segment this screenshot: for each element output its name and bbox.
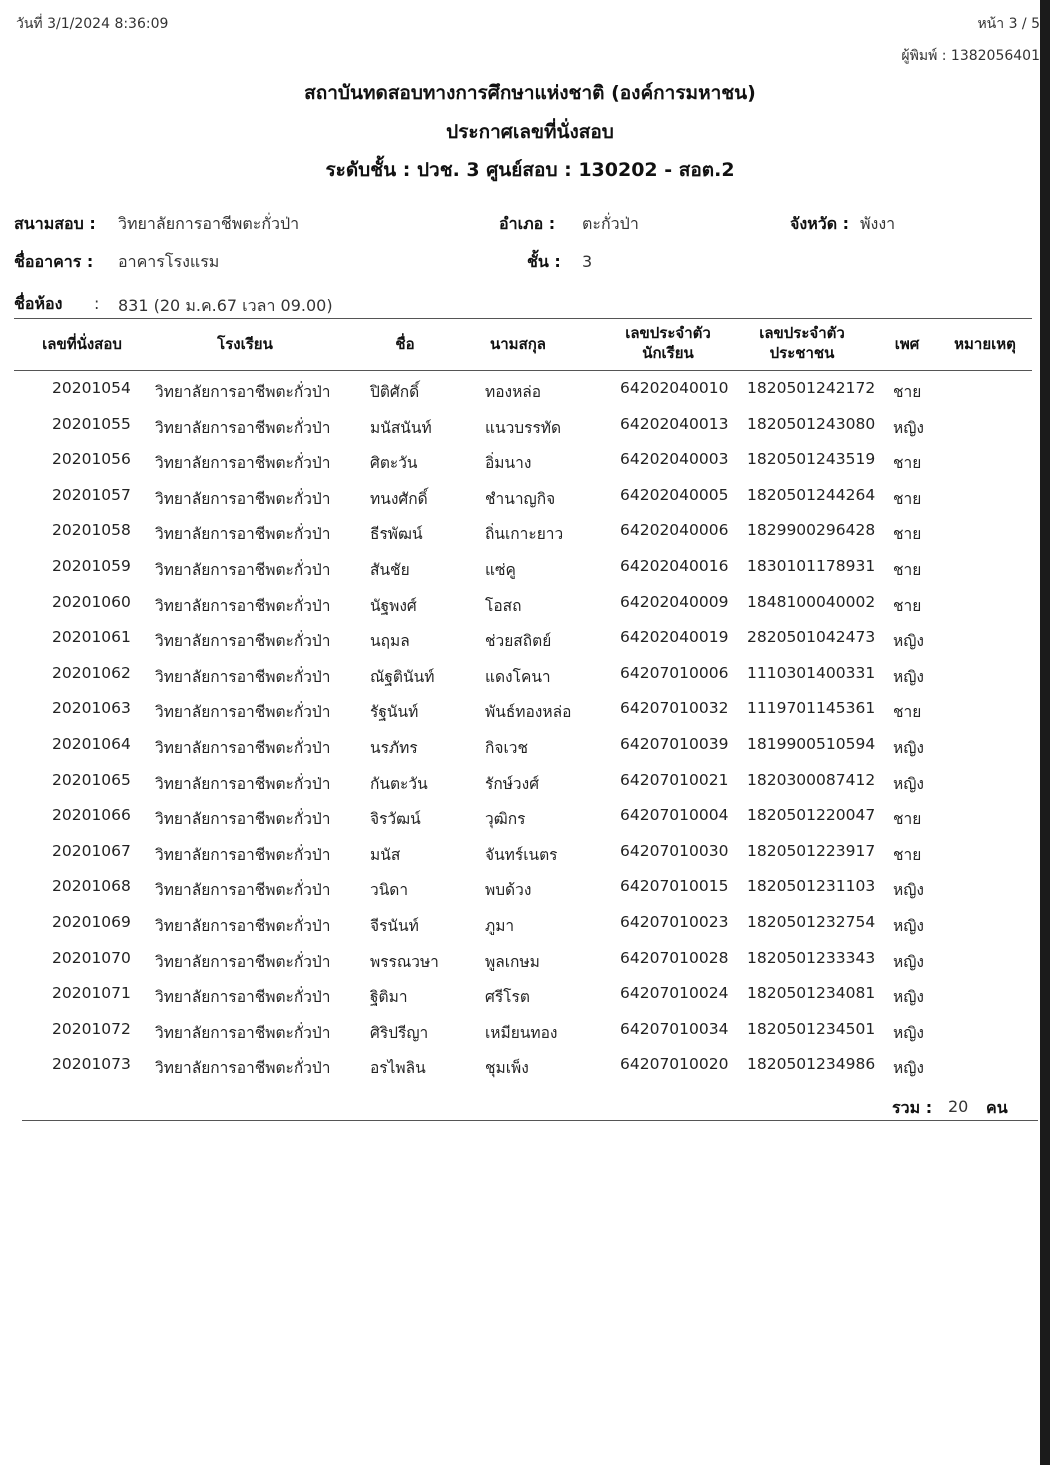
- school-name: วิทยาลัยการอาชีพตะกั่วป่า: [155, 1023, 331, 1042]
- table-row: [0, 585, 1040, 621]
- level-center-title: ระดับชั้น : ปวช. 3 ศูนย์สอบ : 130202 - สอต.2: [325, 159, 735, 181]
- seat-number: 20201073: [52, 1055, 131, 1074]
- seat-number: 20201067: [52, 841, 131, 860]
- table-row: [0, 727, 1040, 763]
- table-bottom-rule: [22, 1120, 1038, 1121]
- gender: ชาย: [893, 489, 922, 508]
- student-id: 64202040016: [620, 556, 729, 575]
- student-id: 64207010021: [620, 770, 729, 789]
- national-id: 1820501234081: [747, 984, 876, 1003]
- floor-value: 3: [582, 252, 593, 271]
- first-name: รัฐนันท์: [370, 703, 419, 722]
- table-row: [0, 656, 1040, 692]
- student-id: 64207010020: [620, 1055, 729, 1074]
- table-row: [0, 1047, 1040, 1083]
- gender: หญิง: [893, 738, 924, 757]
- school-name: วิทยาลัยการอาชีพตะกั่วป่า: [155, 525, 331, 544]
- seat-number: 20201062: [52, 663, 131, 682]
- first-name: มนัสนันท์: [370, 418, 432, 437]
- org-title: สถาบันทดสอบทางการศึกษาแห่งชาติ (องค์การมหาชน): [304, 82, 756, 104]
- student-id: 64207010039: [620, 734, 729, 753]
- last-name: วุฒิกร: [485, 810, 526, 829]
- table-row: [0, 941, 1040, 977]
- print-date: วันที่ 3/1/2024 8:36:09: [16, 16, 169, 32]
- school-name: วิทยาลัยการอาชีพตะกั่วป่า: [155, 560, 331, 579]
- first-name: ธีรพัฒน์: [370, 525, 423, 544]
- table-row: [0, 834, 1040, 870]
- seat-number: 20201055: [52, 414, 131, 433]
- student-id: 64207010030: [620, 841, 729, 860]
- first-name: กันตะวัน: [370, 774, 428, 793]
- gender: หญิง: [893, 1023, 924, 1042]
- gender: หญิง: [893, 1059, 924, 1078]
- seat-number: 20201060: [52, 592, 131, 611]
- header-remark: หมายเหตุ: [954, 335, 1016, 353]
- student-id: 64202040009: [620, 592, 729, 611]
- province-value: พังงา: [860, 214, 896, 233]
- table-row: [0, 905, 1040, 941]
- header-last-name: นามสกุล: [490, 335, 546, 353]
- building-value: อาคารโรงแรม: [118, 252, 220, 271]
- venue-label: สนามสอบ :: [14, 214, 96, 233]
- student-id: 64202040019: [620, 628, 729, 647]
- first-name: สันชัย: [370, 560, 410, 579]
- seat-number: 20201064: [52, 734, 131, 753]
- gender: ชาย: [893, 845, 922, 864]
- header-gender: เพศ: [894, 335, 920, 353]
- school-name: วิทยาลัยการอาชีพตะกั่วป่า: [155, 667, 331, 686]
- table-row: [0, 691, 1040, 727]
- header-first-name: ชื่อ: [395, 335, 415, 353]
- seat-table-body: [0, 371, 1040, 1083]
- printed-by: ผู้พิมพ์ : 1382056401: [901, 48, 1040, 64]
- table-row: [0, 478, 1040, 514]
- national-id: 1829900296428: [747, 521, 876, 540]
- seat-number: 20201063: [52, 699, 131, 718]
- last-name: โอสถ: [485, 596, 522, 615]
- student-id: 64202040013: [620, 414, 729, 433]
- national-id: 1820501244264: [747, 485, 876, 504]
- gender: หญิง: [893, 774, 924, 793]
- school-name: วิทยาลัยการอาชีพตะกั่วป่า: [155, 988, 331, 1007]
- first-name: อรไพลิน: [370, 1059, 426, 1078]
- seat-number: 20201070: [52, 948, 131, 967]
- floor-label: ชั้น :: [527, 252, 561, 271]
- gender: ชาย: [893, 596, 922, 615]
- seat-number: 20201056: [52, 450, 131, 469]
- gender: ชาย: [893, 703, 922, 722]
- total-label: รวม :: [892, 1098, 933, 1117]
- school-name: วิทยาลัยการอาชีพตะกั่วป่า: [155, 383, 331, 401]
- last-name: อิ่มนาง: [485, 454, 532, 473]
- first-name: นฤมล: [370, 632, 410, 651]
- first-name: มนัส: [370, 845, 401, 864]
- national-id: 1820501223917: [747, 841, 876, 860]
- student-id: 64202040006: [620, 521, 729, 540]
- last-name: ถิ่นเกาะยาว: [485, 525, 564, 544]
- seat-number: 20201061: [52, 628, 131, 647]
- seat-number: 20201057: [52, 485, 131, 504]
- room-value: 831 (20 ม.ค.67 เวลา 09.00): [118, 296, 333, 315]
- national-id: 1848100040002: [747, 592, 876, 611]
- seat-number: 20201066: [52, 806, 131, 825]
- district-value: ตะกั่วป่า: [582, 214, 639, 233]
- header-student-id-line2: นักเรียน: [642, 344, 694, 362]
- gender: ชาย: [893, 525, 922, 544]
- school-name: วิทยาลัยการอาชีพตะกั่วป่า: [155, 810, 331, 829]
- last-name: แดงโคนา: [485, 667, 551, 686]
- last-name: พันธ์ทองหล่อ: [485, 703, 572, 722]
- table-row: [0, 763, 1040, 799]
- national-id: 1830101178931: [747, 556, 876, 575]
- total-unit: คน: [986, 1098, 1008, 1117]
- last-name: พูลเกษม: [485, 952, 540, 971]
- gender: หญิง: [893, 418, 924, 437]
- national-id: 1820501234986: [747, 1055, 876, 1074]
- national-id: 1820501234501: [747, 1019, 876, 1038]
- table-row: [0, 1012, 1040, 1048]
- national-id: 1820300087412: [747, 770, 876, 789]
- student-id: 64207010004: [620, 806, 729, 825]
- room-colon: :: [94, 294, 100, 313]
- seat-number: 20201069: [52, 912, 131, 931]
- seat-number: 20201072: [52, 1019, 131, 1038]
- district-label: อำเภอ :: [499, 214, 556, 233]
- student-id: 64207010015: [620, 877, 729, 896]
- venue-value: วิทยาลัยการอาชีพตะกั่วป่า: [118, 214, 300, 233]
- header-national-id-line2: ประชาชน: [769, 344, 835, 362]
- last-name: กิจเวช: [485, 738, 528, 757]
- first-name: ฐิติมา: [370, 988, 408, 1007]
- gender: ชาย: [893, 454, 922, 473]
- first-name: ศิริปรีญา: [370, 1023, 429, 1042]
- school-name: วิทยาลัยการอาชีพตะกั่วป่า: [155, 489, 331, 508]
- last-name: แซ่คู: [485, 560, 516, 579]
- student-id: 64207010028: [620, 948, 729, 967]
- national-id: 1820501243519: [747, 450, 876, 469]
- gender: หญิง: [893, 952, 924, 971]
- national-id: 1820501220047: [747, 806, 876, 825]
- first-name: จีรนันท์: [370, 916, 419, 935]
- seat-number: 20201071: [52, 984, 131, 1003]
- announcement-title: ประกาศเลขที่นั่งสอบ: [446, 121, 614, 143]
- national-id: 2820501042473: [747, 628, 876, 647]
- seat-number: 20201065: [52, 770, 131, 789]
- last-name: ชำนาญกิจ: [485, 489, 556, 508]
- last-name: เหมียนทอง: [485, 1023, 558, 1042]
- building-label: ชื่ออาคาร :: [14, 252, 94, 271]
- header-student-id: [606, 323, 730, 363]
- last-name: แนวบรรทัด: [485, 418, 562, 437]
- header-seat: เลขที่นั่งสอบ: [42, 335, 122, 353]
- student-id: 64202040010: [620, 379, 729, 397]
- national-id: 1820501232754: [747, 912, 876, 931]
- first-name: ทนงศักดิ์: [370, 489, 428, 508]
- seat-number: 20201054: [52, 379, 131, 397]
- school-name: วิทยาลัยการอาชีพตะกั่วป่า: [155, 952, 331, 971]
- national-id: 1820501242172: [747, 379, 876, 397]
- national-id: 1119701145361: [747, 699, 876, 718]
- last-name: จันทร์เนตร: [485, 845, 558, 864]
- first-name: ศิตะวัน: [370, 454, 418, 473]
- table-row: [0, 620, 1040, 656]
- header-school: โรงเรียน: [217, 335, 273, 353]
- first-name: พรรณวษา: [370, 952, 439, 971]
- gender: หญิง: [893, 667, 924, 686]
- header-national-id-line1: เลขประจำตัว: [759, 324, 845, 342]
- school-name: วิทยาลัยการอาชีพตะกั่วป่า: [155, 738, 331, 757]
- school-name: วิทยาลัยการอาชีพตะกั่วป่า: [155, 881, 331, 900]
- room-label: ชื่อห้อง: [14, 294, 63, 313]
- table-row: [0, 442, 1040, 478]
- school-name: วิทยาลัยการอาชีพตะกั่วป่า: [155, 703, 331, 722]
- table-row: [0, 976, 1040, 1012]
- school-name: วิทยาลัยการอาชีพตะกั่วป่า: [155, 632, 331, 651]
- header-national-id: [740, 323, 864, 363]
- table-row: [0, 407, 1040, 443]
- school-name: วิทยาลัยการอาชีพตะกั่วป่า: [155, 1059, 331, 1078]
- student-id: 64207010024: [620, 984, 729, 1003]
- last-name: ภูมา: [485, 916, 515, 935]
- gender: หญิง: [893, 632, 924, 651]
- first-name: นรภัทร: [370, 738, 418, 757]
- school-name: วิทยาลัยการอาชีพตะกั่วป่า: [155, 596, 331, 615]
- school-name: วิทยาลัยการอาชีพตะกั่วป่า: [155, 418, 331, 437]
- screen-edge: [1040, 0, 1050, 1465]
- first-name: จิรวัฒน์: [370, 810, 421, 829]
- table-row: [0, 869, 1040, 905]
- header-student-id-line1: เลขประจำตัว: [625, 324, 711, 342]
- page-number: หน้า 3 / 5: [977, 16, 1040, 32]
- school-name: วิทยาลัยการอาชีพตะกั่วป่า: [155, 774, 331, 793]
- national-id: 1820501231103: [747, 877, 876, 896]
- national-id: 1820501233343: [747, 948, 876, 967]
- gender: หญิง: [893, 988, 924, 1007]
- student-id: 64207010006: [620, 663, 729, 682]
- gender: ชาย: [893, 560, 922, 579]
- student-id: 64202040005: [620, 485, 729, 504]
- student-id: 64207010023: [620, 912, 729, 931]
- school-name: วิทยาลัยการอาชีพตะกั่วป่า: [155, 845, 331, 864]
- school-name: วิทยาลัยการอาชีพตะกั่วป่า: [155, 916, 331, 935]
- last-name: รักษ์วงศ์: [485, 774, 540, 793]
- first-name: นัฐพงศ์: [370, 596, 417, 615]
- last-name: ช่วยสถิตย์: [485, 632, 552, 651]
- seat-number: 20201058: [52, 521, 131, 540]
- student-id: 64207010032: [620, 699, 729, 718]
- first-name: ณัฐตินันท์: [370, 667, 435, 686]
- last-name: ชุมเพ็ง: [485, 1059, 529, 1078]
- gender: หญิง: [893, 881, 924, 900]
- table-top-rule: [14, 318, 1032, 319]
- national-id: 1110301400331: [747, 663, 876, 682]
- gender: ชาย: [893, 383, 922, 401]
- table-row: [0, 549, 1040, 585]
- national-id: 1819900510594: [747, 734, 876, 753]
- last-name: ศรีโรต: [485, 988, 530, 1007]
- last-name: พบด้วง: [485, 881, 532, 900]
- student-id: 64202040003: [620, 450, 729, 469]
- first-name: ปิติศักดิ์: [370, 383, 420, 401]
- table-row: [0, 798, 1040, 834]
- gender: หญิง: [893, 916, 924, 935]
- province-label: จังหวัด :: [790, 214, 850, 233]
- last-name: ทองหล่อ: [485, 383, 542, 401]
- table-row: [0, 371, 1040, 407]
- table-row: [0, 513, 1040, 549]
- total-count: 20: [948, 1097, 969, 1116]
- school-name: วิทยาลัยการอาชีพตะกั่วป่า: [155, 454, 331, 473]
- seat-number: 20201068: [52, 877, 131, 896]
- seat-number: 20201059: [52, 556, 131, 575]
- gender: ชาย: [893, 810, 922, 829]
- first-name: วนิดา: [370, 881, 409, 900]
- student-id: 64207010034: [620, 1019, 729, 1038]
- national-id: 1820501243080: [747, 414, 876, 433]
